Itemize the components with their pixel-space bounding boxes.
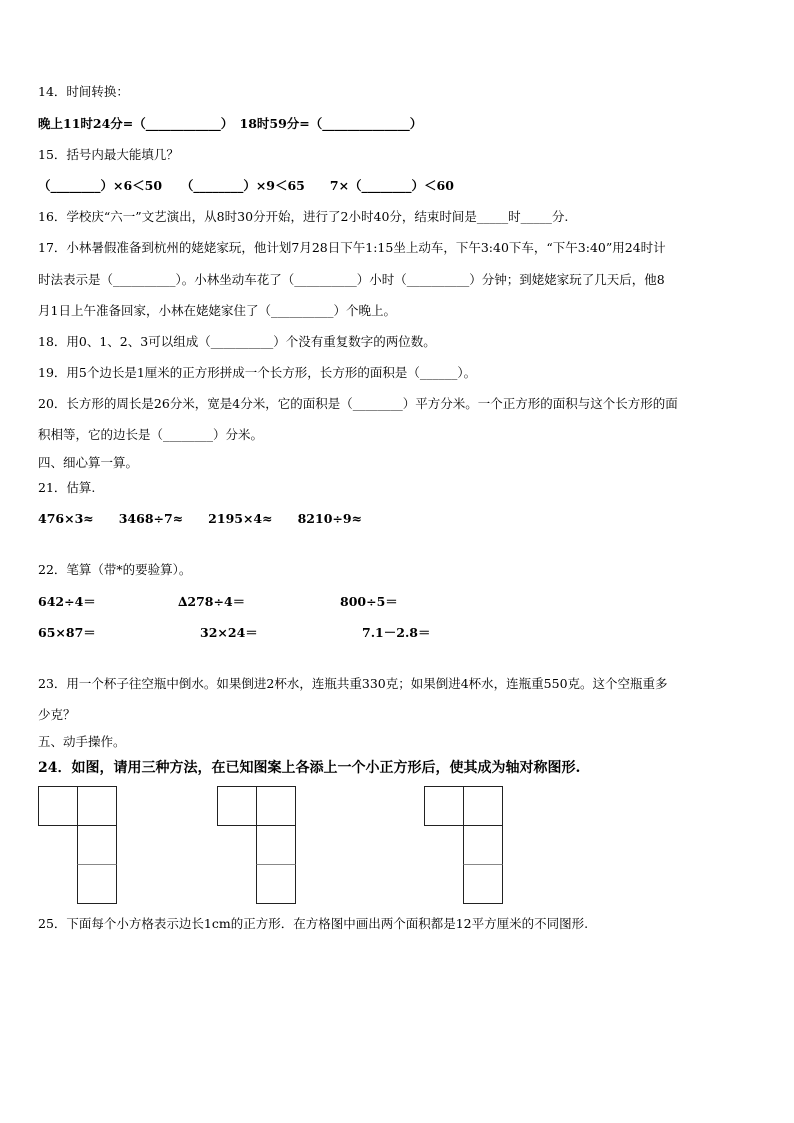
q24-figure-2 xyxy=(217,786,297,906)
figure-square xyxy=(256,825,296,865)
figure-square xyxy=(463,864,503,904)
q19-text: 19．用5个边长是1厘米的正方形拼成一个长方形，长方形的面积是（______）。 xyxy=(38,365,477,380)
q25-text: 25．下面每个小方格表示边长1cm的正方形．在方格图中画出两个面积都是12平方厘米的不同图形. xyxy=(38,916,589,931)
q22-r2-c2: 32×24＝ xyxy=(200,625,258,640)
q15-line: （________）×6＜50 （________）×9＜65 7×（________）＜60 xyxy=(38,178,454,193)
q16-text: 16．学校庆“六一”文艺演出，从8时30分开始，进行了2小时40分，结束时间是_____时_____分. xyxy=(38,209,569,224)
q23-line1: 23．用一个杯子往空瓶中倒水。如果倒进2杯水，连瓶共重330克；如果倒进4杯水，连瓶重550克。这个空瓶重多 xyxy=(38,676,668,691)
q14-line: 晚上11时24分=（____________） 18时59分=（______________） xyxy=(38,116,423,131)
section-5-heading: 五、动手操作。 xyxy=(38,734,126,749)
q17-line2: 时法表示是（__________）。小林坐动车花了（__________）小时（__________）分钟；到姥姥家玩了几天后，他8 xyxy=(38,272,665,287)
q22-r2-c1: 65×87＝ xyxy=(38,625,96,640)
figure-square xyxy=(38,786,78,826)
q22-r1-c1: 642÷4＝ xyxy=(38,594,96,609)
figure-square xyxy=(77,825,117,865)
figure-square xyxy=(256,786,296,826)
section-4-heading: 四、细心算一算。 xyxy=(38,455,139,470)
q20-line1: 20．长方形的周长是26分米，宽是4分米，它的面积是（________）平方分米。一个正方形的面积与这个长方形的面 xyxy=(38,396,678,411)
q17-line1: 17．小林暑假准备到杭州的姥姥家玩，他计划7月28日下午1:15坐上动车，下午3:40下车，“下午3:40”用24时计 xyxy=(38,240,666,255)
figure-square xyxy=(424,786,464,826)
q22-r2-c3: 7.1－2.8＝ xyxy=(362,625,431,640)
q20-line2: 积相等，它的边长是（________）分米。 xyxy=(38,427,264,442)
q14-title: 14．时间转换： xyxy=(38,84,129,99)
q21-line: 476×3≈ 3468÷7≈ 2195×4≈ 8210÷9≈ xyxy=(38,511,363,526)
q18-text: 18．用0、1、2、3可以组成（__________）个没有重复数字的两位数。 xyxy=(38,334,436,349)
q15-title: 15．括号内最大能填几？ xyxy=(38,147,179,162)
figure-square xyxy=(217,786,257,826)
figure-square xyxy=(463,825,503,865)
q24-figure-3 xyxy=(424,786,504,906)
figure-square xyxy=(77,864,117,904)
q22-r1-c2: ∆278÷4＝ xyxy=(178,594,246,609)
figure-square xyxy=(463,786,503,826)
q24-figure-1 xyxy=(38,786,118,906)
figure-square xyxy=(77,786,117,826)
q22-title: 22．笔算（带*的要验算）。 xyxy=(38,562,192,577)
q17-line3: 月1日上午准备回家，小林在姥姥家住了（__________）个晚上。 xyxy=(38,303,396,318)
q24-text: 24．如图，请用三种方法，在已知图案上各添上一个小正方形后，使其成为轴对称图形. xyxy=(38,760,581,776)
q22-r1-c3: 800÷5＝ xyxy=(340,594,398,609)
q21-title: 21．估算. xyxy=(38,480,96,495)
figure-square xyxy=(256,864,296,904)
q23-line2: 少克？ xyxy=(38,707,76,722)
